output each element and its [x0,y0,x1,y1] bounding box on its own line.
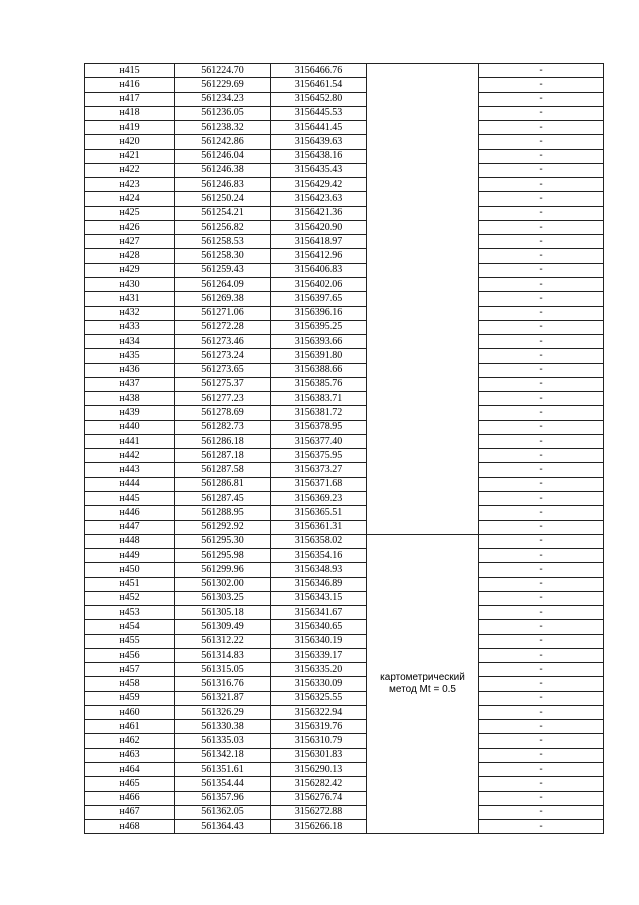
y-coordinate-cell: 3156388.66 [271,363,367,377]
description-cell: - [479,263,604,277]
x-coordinate-cell: 561354.44 [175,777,271,791]
description-cell: - [479,663,604,677]
coordinates-table [84,63,604,834]
x-coordinate-cell: 561250.24 [175,192,271,206]
y-coordinate-cell: 3156375.95 [271,449,367,463]
description-cell: - [479,149,604,163]
table-row [85,121,604,135]
description-cell: - [479,135,604,149]
x-coordinate-cell: 561302.00 [175,577,271,591]
description-cell: - [479,377,604,391]
y-coordinate-cell: 3156429.42 [271,178,367,192]
y-coordinate-cell: 3156420.90 [271,220,367,234]
table-row [85,92,604,106]
table-row [85,349,604,363]
table-row [85,434,604,448]
table-row [85,534,604,548]
x-coordinate-cell: 561282.73 [175,420,271,434]
x-coordinate-cell: 561305.18 [175,606,271,620]
x-coordinate-cell: 561286.18 [175,434,271,448]
description-cell: - [479,363,604,377]
point-name-cell: н446 [85,506,175,520]
description-cell: - [479,220,604,234]
point-name-cell: н439 [85,406,175,420]
x-coordinate-cell: 561229.69 [175,78,271,92]
description-cell: - [479,178,604,192]
y-coordinate-cell: 3156396.16 [271,306,367,320]
table-row [85,705,604,719]
x-coordinate-cell: 561271.06 [175,306,271,320]
description-cell: - [479,677,604,691]
y-coordinate-cell: 3156266.18 [271,820,367,834]
description-cell: - [479,648,604,662]
description-cell: - [479,434,604,448]
description-cell: - [479,206,604,220]
y-coordinate-cell: 3156452.80 [271,92,367,106]
y-coordinate-cell: 3156377.40 [271,434,367,448]
x-coordinate-cell: 561309.49 [175,620,271,634]
table-row [85,64,604,78]
table-row [85,691,604,705]
y-coordinate-cell: 3156391.80 [271,349,367,363]
y-coordinate-cell: 3156276.74 [271,791,367,805]
y-coordinate-cell: 3156441.45 [271,121,367,135]
x-coordinate-cell: 561342.18 [175,748,271,762]
description-cell: - [479,691,604,705]
y-coordinate-cell: 3156461.54 [271,78,367,92]
table-row [85,463,604,477]
description-cell: - [479,277,604,291]
x-coordinate-cell: 561326.29 [175,705,271,719]
x-coordinate-cell: 561264.09 [175,277,271,291]
coordinates-table-body [85,64,604,834]
y-coordinate-cell: 3156435.43 [271,163,367,177]
x-coordinate-cell: 561278.69 [175,406,271,420]
table-row [85,591,604,605]
table-row [85,263,604,277]
x-coordinate-cell: 561287.45 [175,491,271,505]
description-cell: - [479,406,604,420]
description-cell: - [479,820,604,834]
y-coordinate-cell: 3156319.76 [271,720,367,734]
y-coordinate-cell: 3156354.16 [271,549,367,563]
point-name-cell: н442 [85,449,175,463]
x-coordinate-cell: 561234.23 [175,92,271,106]
description-cell: - [479,78,604,92]
x-coordinate-cell: 561314.83 [175,648,271,662]
point-name-cell: н463 [85,748,175,762]
description-cell: - [479,748,604,762]
y-coordinate-cell: 3156358.02 [271,534,367,548]
description-cell: - [479,805,604,819]
point-name-cell: н435 [85,349,175,363]
x-coordinate-cell: 561272.28 [175,320,271,334]
point-name-cell: н420 [85,135,175,149]
x-coordinate-cell: 561273.24 [175,349,271,363]
y-coordinate-cell: 3156340.19 [271,634,367,648]
point-name-cell: н468 [85,820,175,834]
description-cell: - [479,720,604,734]
x-coordinate-cell: 561254.21 [175,206,271,220]
x-coordinate-cell: 561258.30 [175,249,271,263]
y-coordinate-cell: 3156373.27 [271,463,367,477]
description-cell: - [479,392,604,406]
table-row [85,377,604,391]
description-cell: - [479,335,604,349]
y-coordinate-cell: 3156402.06 [271,277,367,291]
y-coordinate-cell: 3156412.96 [271,249,367,263]
description-cell: - [479,734,604,748]
table-row [85,306,604,320]
x-coordinate-cell: 561321.87 [175,691,271,705]
table-row [85,292,604,306]
description-cell: - [479,320,604,334]
point-name-cell: н455 [85,634,175,648]
point-name-cell: н428 [85,249,175,263]
table-row [85,392,604,406]
point-name-cell: н456 [85,648,175,662]
x-coordinate-cell: 561269.38 [175,292,271,306]
table-row [85,734,604,748]
description-cell: - [479,534,604,548]
x-coordinate-cell: 561357.96 [175,791,271,805]
point-name-cell: н448 [85,534,175,548]
description-cell: - [479,292,604,306]
point-name-cell: н423 [85,178,175,192]
point-name-cell: н441 [85,434,175,448]
table-row [85,335,604,349]
y-coordinate-cell: 3156365.51 [271,506,367,520]
point-name-cell: н431 [85,292,175,306]
y-coordinate-cell: 3156393.66 [271,335,367,349]
point-name-cell: н444 [85,477,175,491]
table-row [85,805,604,819]
description-cell: - [479,520,604,534]
x-coordinate-cell: 561299.96 [175,563,271,577]
description-cell: - [479,163,604,177]
point-name-cell: н445 [85,491,175,505]
point-name-cell: н465 [85,777,175,791]
y-coordinate-cell: 3156438.16 [271,149,367,163]
x-coordinate-cell: 561286.81 [175,477,271,491]
description-cell: - [479,235,604,249]
x-coordinate-cell: 561362.05 [175,805,271,819]
table-row [85,677,604,691]
table-row [85,420,604,434]
y-coordinate-cell: 3156346.89 [271,577,367,591]
description-cell: - [479,463,604,477]
table-row [85,277,604,291]
point-name-cell: н452 [85,591,175,605]
y-coordinate-cell: 3156406.83 [271,263,367,277]
point-name-cell: н461 [85,720,175,734]
x-coordinate-cell: 561295.30 [175,534,271,548]
table-row [85,192,604,206]
description-cell: - [479,92,604,106]
table-row [85,506,604,520]
x-coordinate-cell: 561335.03 [175,734,271,748]
y-coordinate-cell: 3156361.31 [271,520,367,534]
table-row [85,149,604,163]
y-coordinate-cell: 3156395.25 [271,320,367,334]
y-coordinate-cell: 3156335.20 [271,663,367,677]
description-cell: - [479,106,604,120]
y-coordinate-cell: 3156301.83 [271,748,367,762]
description-cell: - [479,64,604,78]
table-row [85,563,604,577]
table-row [85,206,604,220]
x-coordinate-cell: 561316.76 [175,677,271,691]
y-coordinate-cell: 3156383.71 [271,392,367,406]
point-name-cell: н430 [85,277,175,291]
y-coordinate-cell: 3156381.72 [271,406,367,420]
description-cell: - [479,420,604,434]
point-name-cell: н415 [85,64,175,78]
x-coordinate-cell: 561315.05 [175,663,271,677]
description-cell: - [479,306,604,320]
description-cell: - [479,620,604,634]
point-name-cell: н453 [85,606,175,620]
table-row [85,163,604,177]
point-name-cell: н458 [85,677,175,691]
point-name-cell: н436 [85,363,175,377]
table-row [85,449,604,463]
y-coordinate-cell: 3156272.88 [271,805,367,819]
table-row [85,220,604,234]
table-row [85,763,604,777]
point-name-cell: н432 [85,306,175,320]
point-name-cell: н438 [85,392,175,406]
y-coordinate-cell: 3156343.15 [271,591,367,605]
point-name-cell: н421 [85,149,175,163]
table-row [85,520,604,534]
table-row [85,606,604,620]
y-coordinate-cell: 3156325.55 [271,691,367,705]
description-cell: - [479,634,604,648]
description-cell: - [479,577,604,591]
description-cell: - [479,192,604,206]
description-cell: - [479,563,604,577]
method-cell [367,64,479,535]
description-cell: - [479,449,604,463]
table-row [85,363,604,377]
x-coordinate-cell: 561258.53 [175,235,271,249]
table-row [85,178,604,192]
y-coordinate-cell: 3156310.79 [271,734,367,748]
description-cell: - [479,705,604,719]
point-name-cell: н424 [85,192,175,206]
point-name-cell: н425 [85,206,175,220]
description-cell: - [479,549,604,563]
table-row [85,620,604,634]
x-coordinate-cell: 561277.23 [175,392,271,406]
table-row [85,577,604,591]
point-name-cell: н462 [85,734,175,748]
point-name-cell: н427 [85,235,175,249]
table-row [85,106,604,120]
x-coordinate-cell: 561292.92 [175,520,271,534]
x-coordinate-cell: 561351.61 [175,763,271,777]
y-coordinate-cell: 3156445.53 [271,106,367,120]
x-coordinate-cell: 561224.70 [175,64,271,78]
x-coordinate-cell: 561288.95 [175,506,271,520]
description-cell: - [479,491,604,505]
y-coordinate-cell: 3156282.42 [271,777,367,791]
method-cell: картометрический метод Mt = 0.5 [367,534,479,834]
x-coordinate-cell: 561246.83 [175,178,271,192]
y-coordinate-cell: 3156290.13 [271,763,367,777]
table-row [85,820,604,834]
x-coordinate-cell: 561312.22 [175,634,271,648]
x-coordinate-cell: 561330.38 [175,720,271,734]
point-name-cell: н440 [85,420,175,434]
y-coordinate-cell: 3156423.63 [271,192,367,206]
y-coordinate-cell: 3156369.23 [271,491,367,505]
x-coordinate-cell: 561259.43 [175,263,271,277]
table-row [85,406,604,420]
y-coordinate-cell: 3156340.65 [271,620,367,634]
point-name-cell: н418 [85,106,175,120]
table-row [85,135,604,149]
description-cell: - [479,791,604,805]
table-row [85,720,604,734]
y-coordinate-cell: 3156371.68 [271,477,367,491]
y-coordinate-cell: 3156421.36 [271,206,367,220]
description-cell: - [479,506,604,520]
y-coordinate-cell: 3156322.94 [271,705,367,719]
point-name-cell: н464 [85,763,175,777]
x-coordinate-cell: 561238.32 [175,121,271,135]
y-coordinate-cell: 3156378.95 [271,420,367,434]
table-row [85,78,604,92]
description-cell: - [479,763,604,777]
y-coordinate-cell: 3156330.09 [271,677,367,691]
y-coordinate-cell: 3156341.67 [271,606,367,620]
y-coordinate-cell: 3156418.97 [271,235,367,249]
x-coordinate-cell: 561273.65 [175,363,271,377]
table-row [85,663,604,677]
x-coordinate-cell: 561287.58 [175,463,271,477]
point-name-cell: н447 [85,520,175,534]
description-cell: - [479,249,604,263]
table-row [85,791,604,805]
point-name-cell: н426 [85,220,175,234]
x-coordinate-cell: 561287.18 [175,449,271,463]
description-cell: - [479,121,604,135]
y-coordinate-cell: 3156339.17 [271,648,367,662]
point-name-cell: н466 [85,791,175,805]
table-row [85,477,604,491]
table-row [85,249,604,263]
y-coordinate-cell: 3156466.76 [271,64,367,78]
x-coordinate-cell: 561246.04 [175,149,271,163]
point-name-cell: н416 [85,78,175,92]
description-cell: - [479,606,604,620]
y-coordinate-cell: 3156397.65 [271,292,367,306]
table-row [85,748,604,762]
x-coordinate-cell: 561242.86 [175,135,271,149]
y-coordinate-cell: 3156385.76 [271,377,367,391]
y-coordinate-cell: 3156439.63 [271,135,367,149]
point-name-cell: н459 [85,691,175,705]
table-row [85,777,604,791]
table-row [85,549,604,563]
point-name-cell: н454 [85,620,175,634]
point-name-cell: н433 [85,320,175,334]
table-row [85,648,604,662]
description-cell: - [479,477,604,491]
y-coordinate-cell: 3156348.93 [271,563,367,577]
point-name-cell: н419 [85,121,175,135]
point-name-cell: н450 [85,563,175,577]
point-name-cell: н437 [85,377,175,391]
description-cell: - [479,777,604,791]
x-coordinate-cell: 561273.46 [175,335,271,349]
point-name-cell: н457 [85,663,175,677]
point-name-cell: н460 [85,705,175,719]
point-name-cell: н417 [85,92,175,106]
table-row [85,320,604,334]
x-coordinate-cell: 561275.37 [175,377,271,391]
point-name-cell: н451 [85,577,175,591]
description-cell: - [479,591,604,605]
point-name-cell: н449 [85,549,175,563]
x-coordinate-cell: 561295.98 [175,549,271,563]
point-name-cell: н422 [85,163,175,177]
point-name-cell: н429 [85,263,175,277]
table-row [85,235,604,249]
point-name-cell: н434 [85,335,175,349]
x-coordinate-cell: 561364.43 [175,820,271,834]
x-coordinate-cell: 561246.38 [175,163,271,177]
x-coordinate-cell: 561256.82 [175,220,271,234]
x-coordinate-cell: 561236.05 [175,106,271,120]
x-coordinate-cell: 561303.25 [175,591,271,605]
table-row [85,634,604,648]
description-cell: - [479,349,604,363]
point-name-cell: н467 [85,805,175,819]
point-name-cell: н443 [85,463,175,477]
table-row [85,491,604,505]
